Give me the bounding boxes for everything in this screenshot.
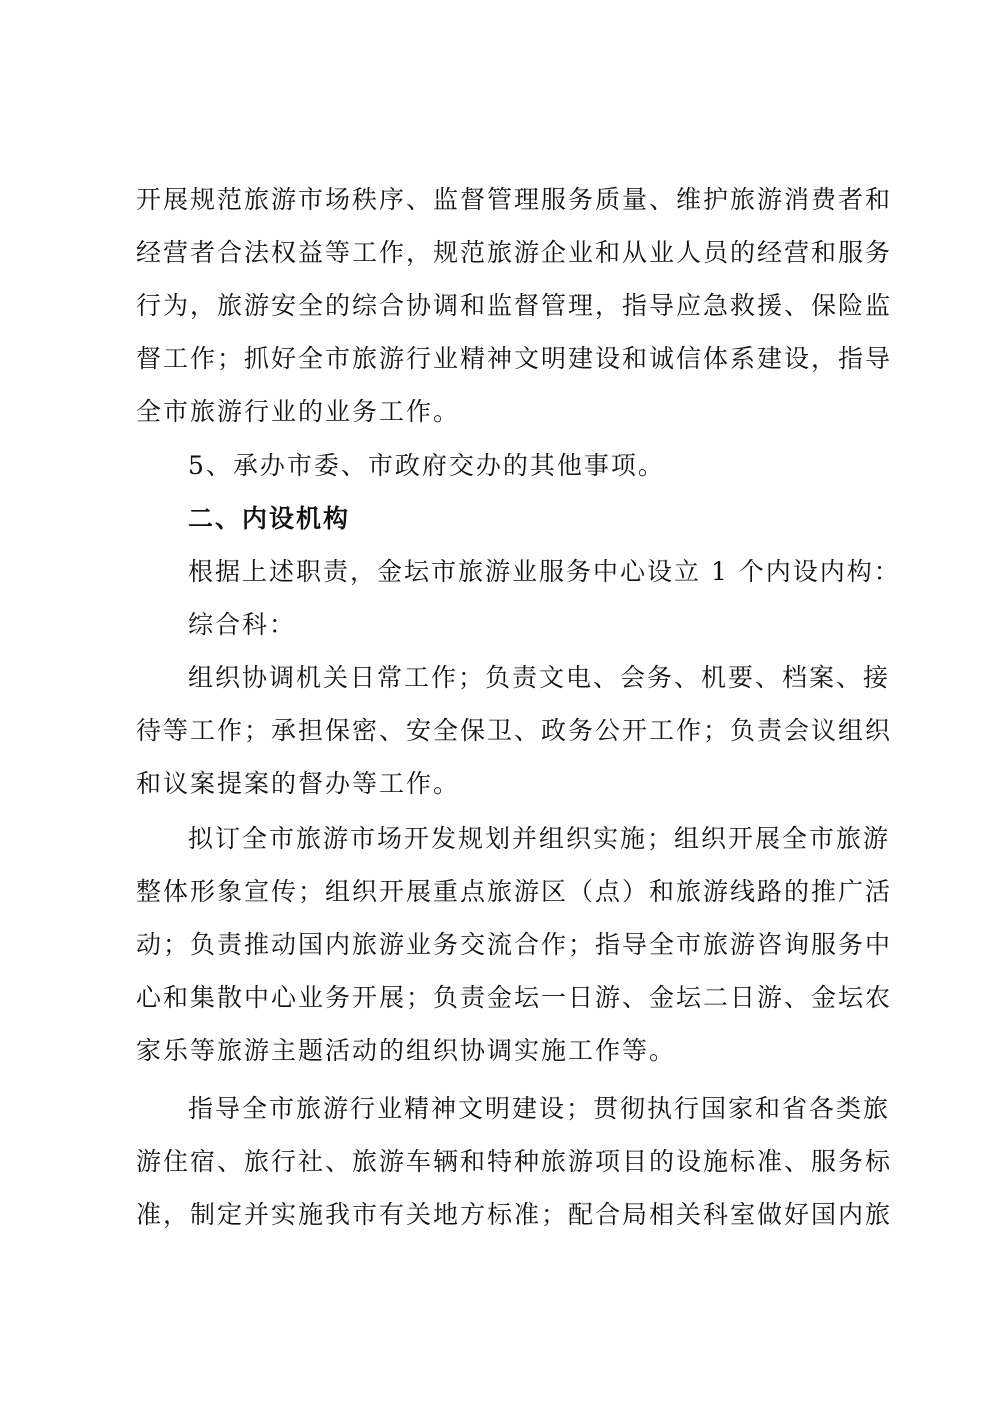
text-line: 组织协调机关日常工作；负责文电、会务、机要、档案、接 [188, 663, 891, 692]
text-line: 全市旅游行业的业务工作。 [136, 397, 461, 426]
text-line: 综合科： [188, 610, 297, 639]
text-line: 待等工作；承担保密、安全保卫、政务公开工作；负责会议组织 [136, 716, 893, 745]
text-line: 经营者合法权益等工作，规范旅游企业和从业人员的经营和服务 [136, 238, 893, 267]
paragraph-structure-intro [136, 545, 901, 598]
text-line: 5、承办市委、市政府交办的其他事项。 [188, 451, 665, 480]
text-line: 指导全市旅游行业精神文明建设；贯彻执行国家和省各类旅 [188, 1094, 891, 1123]
text-line: 心和集散中心业务开展；负责金坛一日游、金坛二日游、金坛农 [136, 983, 893, 1012]
paragraph-general-office-title [136, 598, 881, 651]
text-line: 动；负责推动国内旅游业务交流合作；指导全市旅游咨询服务中 [136, 930, 893, 959]
text-line: 整体形象宣传；组织开展重点旅游区（点）和旅游线路的推广活 [136, 877, 893, 906]
text-line: 督工作；抓好全市旅游行业精神文明建设和诚信体系建设，指导 [136, 344, 893, 373]
paragraph-industry-standards [136, 1082, 893, 1241]
text-line: 游住宿、旅行社、旅游车辆和特种旅游项目的设施标准、服务标 [136, 1147, 893, 1176]
text-line: 家乐等旅游主题活动的组织协调实施工作等。 [136, 1036, 677, 1065]
paragraph-general-office-duties [136, 651, 893, 810]
text-line: 行为，旅游安全的综合协调和监督管理，指导应急救援、保险监 [136, 291, 893, 320]
section-heading: 二、内设机构 [188, 504, 351, 533]
section-heading-internal-structure [136, 492, 881, 545]
paragraph-item-5 [136, 439, 881, 492]
text-line: 根据上述职责，金坛市旅游业服务中心设立 1 个内设内构： [188, 557, 901, 586]
text-line: 拟订全市旅游市场开发规划并组织实施；组织开展全市旅游 [188, 824, 891, 853]
text-line: 开展规范旅游市场秩序、监督管理服务质量、维护旅游消费者和 [136, 185, 893, 214]
text-line: 准，制定并实施我市有关地方标准；配合局相关科室做好国内旅 [136, 1200, 893, 1229]
paragraph-tourism-market-regulation [136, 173, 893, 438]
text-line: 和议案提案的督办等工作。 [136, 769, 461, 798]
paragraph-market-development [136, 812, 893, 1077]
